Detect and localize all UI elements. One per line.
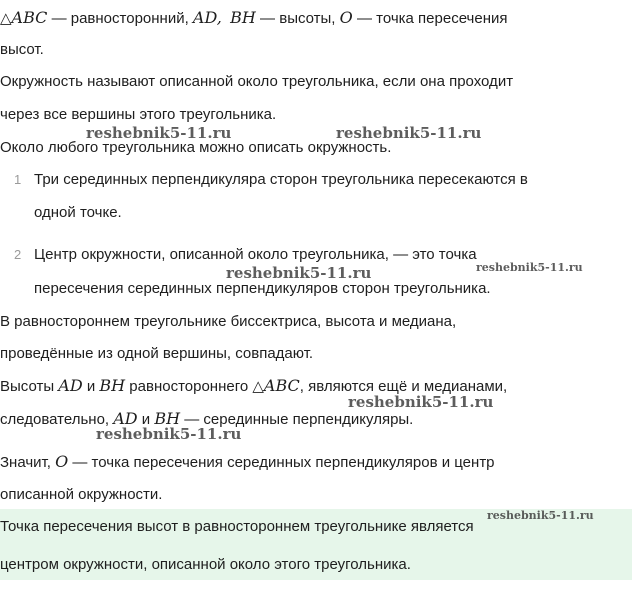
answer-line-2: центром окружности, описанной около этого треугольника.: [0, 556, 411, 573]
watermark: reshebnik5-11.ru: [96, 425, 242, 443]
definition-line-2: через все вершины этого треугольника.: [0, 106, 277, 123]
text-so: Значит,: [0, 454, 56, 471]
math-ad: AD: [192, 8, 217, 27]
math-bh: BH: [230, 8, 256, 27]
intro-line: [0, 8, 507, 29]
math-o: O: [55, 452, 69, 471]
text-perpendiculars: — серединные перпендикуляры.: [180, 411, 414, 428]
text-equilateral: — равносторонний,: [47, 10, 193, 27]
list-number-2: 2: [14, 247, 22, 262]
list-item-2-line-2: пересечения серединных перпендикуляров сторон треугольника.: [34, 280, 491, 297]
text-heights: — высоты,: [255, 10, 340, 27]
triangle-symbol: △: [252, 377, 264, 395]
property-line-1: В равностороннем треугольнике биссектриса, высота и медиана,: [0, 313, 457, 330]
watermark: reshebnik5-11.ru: [226, 264, 372, 282]
definition-line-1: Окружность называют описанной около треугольника, если она проходит: [0, 73, 514, 90]
conclusion-line-1: [0, 452, 495, 473]
math-abc: ABC: [11, 8, 48, 27]
triangle-symbol: △: [0, 9, 12, 27]
text-medians: , являются ещё и медианами,: [299, 378, 508, 395]
watermark: reshebnik5-11.ru: [348, 393, 494, 411]
math-ad: AD: [58, 376, 83, 395]
math-o: O: [339, 8, 353, 27]
watermark: reshebnik5-11.ru: [476, 261, 583, 274]
list-item-1-line-2: одной точке.: [34, 204, 122, 221]
watermark: reshebnik5-11.ru: [336, 124, 482, 142]
intro-line-2: высот.: [0, 41, 44, 58]
property-line-2: проведённые из одной вершины, совпадают.: [0, 345, 314, 362]
math-ad: AD: [113, 409, 138, 428]
math-bh: BH: [154, 409, 181, 428]
math-comma: ,: [216, 8, 222, 27]
list-item-1-line-1: Три серединных перпендикуляра сторон треугольника пересекаются в: [34, 171, 528, 188]
text-center: — точка пересечения серединных перпендикуляров и центр: [68, 454, 495, 471]
text-and: и: [137, 411, 155, 428]
conclusion-line-2: описанной окружности.: [0, 486, 163, 503]
list-number-1: 1: [14, 172, 22, 187]
list-item-2-line-1: Центр окружности, описанной около треугольника, — это точка: [34, 246, 477, 263]
theorem-line: Около любого треугольника можно описать окружность.: [0, 139, 392, 156]
answer-line-1: Точка пересечения высот в равностороннем треугольнике является: [0, 518, 474, 535]
watermark: reshebnik5-11.ru: [487, 509, 594, 522]
text-heights-word: Высоты: [0, 378, 59, 395]
triangle-abc: [0, 8, 47, 27]
triangle-abc: [252, 376, 299, 395]
text-therefore: следовательно,: [0, 411, 114, 428]
text-equilateral-gen: равностороннего: [125, 378, 253, 395]
math-abc: ABC: [263, 376, 300, 395]
text-intersection: — точка пересечения: [352, 10, 508, 27]
text-and: и: [82, 378, 100, 395]
math-bh: BH: [99, 376, 126, 395]
watermark: reshebnik5-11.ru: [86, 124, 232, 142]
